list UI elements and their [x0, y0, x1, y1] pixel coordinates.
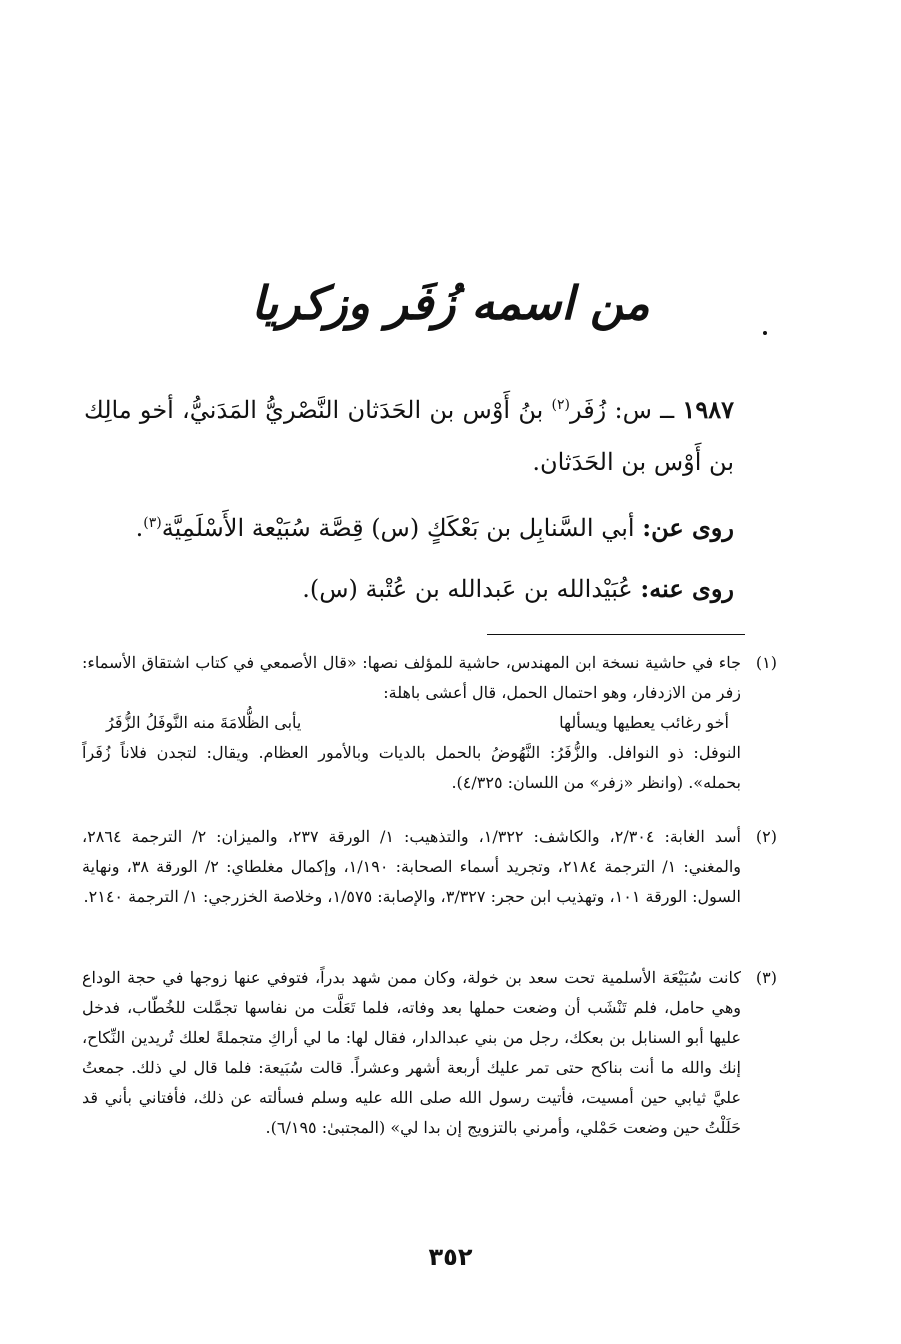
footnote-mark: (١) [755, 653, 777, 672]
verse-hemistich-second: يأبى الظُّلامَةَ منه النَّوفَلُ الزُّفَرُ [106, 713, 302, 732]
footnote-mark: (٢) [755, 827, 777, 846]
narrated-by-line [84, 563, 734, 619]
footnote-text: أسد الغابة: ٢/٣٠٤، والكاشف: ١/٣٢٢، والتذهيب: ١/ الورقة ٢٣٧، والميزان: ٢/ الترجمة ٢٨٦٤، والمغني: ١/ الترجمة ٢١٨٤، وتجريد أسماء الصحابة: ١/١٩٠، وإكمال مغلطاي: ٢/ الورقة ٣٨، ونهاية السول: الورقة ١٠١، وتهذيب ابن حجر: ٣/٣٢٧، والإصابة: ١/٥٧٥، وخلاصة الخزرجي: ١/ الترجمة ٢١٤٠. [82, 827, 741, 906]
footnote-2 [82, 822, 777, 962]
verse-hemistich-first: أخو رغائب يعطيها ويسألها [559, 713, 729, 732]
narrated-by-text: عُبَيْدالله بن عَبدالله بن عُتْبة (س). [302, 575, 633, 603]
footnote-separator [487, 634, 745, 635]
chapter-title: من اسمه زُفَر وزكريا [251, 276, 650, 330]
ink-dot [763, 331, 767, 335]
narrated-from-line [84, 502, 734, 558]
footnote-ref-2: (٢) [551, 397, 570, 413]
footnote-text: جاء في حاشية نسخة ابن المهندس، حاشية للمؤلف نصها: «قال الأصمعي في كتاب اشتقاق الأسماء: زفر من الازدفار، وهو احتمال الحمل، قال أعشى باهلة: [82, 653, 741, 702]
narrated-from-text: أبي السَّنابِل بن بَعْكَكٍ (س) قِصَّة سُبَيْعة الأَسْلَمِيَّة [161, 514, 635, 542]
footnote-3 [82, 963, 777, 1213]
biography-entry [84, 384, 734, 494]
page-number: ٣٥٢ [428, 1243, 473, 1271]
entry-dash: ــ [660, 396, 675, 424]
footnote-ref-3: (٣) [143, 515, 162, 531]
entry-lineage: بنُ أَوْس بن الحَدَثان النَّصْريُّ المَدَنيُّ، أخو مالِك بن أَوْس بن الحَدَثان. [84, 396, 734, 476]
narrated-from-end: . [135, 514, 144, 542]
narrated-from-label: روى عن: [642, 513, 734, 542]
footnote-mark: (٣) [755, 968, 777, 987]
entry-number: ١٩٨٧ [682, 395, 734, 424]
footnote-1 [82, 648, 777, 818]
footnote-text-continued: النوفل: ذو النوافل. والزُّفَرُ: النَّهُوضُ بالحمل بالديات وبالأمور العظام. ويقال: لتجدن فلاناً زُفَراً بحمله». (وانظر «زفر» من اللسان: ٤/٣٢٥). [82, 743, 741, 792]
footnote-text: كانت سُبَيْعَة الأسلمية تحت سعد بن خولة، وكان ممن شهد بدراً، فتوفي عنها زوجها في حجة الوداع وهي حامل، فلم تَنْشَب أن وضعت حملها بعد وفاته، فلما تَعَلَّت من نفاسها تجمَّلت للخُطّاب، فدخل عليها أبو السنابل بن بعكك، رجل من بني عبدالدار، فقال لها: ما لي أراكِ متجملةً لعلك تُريدين النِّكاح، إنك والله ما أنت بناكح حتى تمر عليك أربعة أشهر وعشراً. قالت سُبَيعة: فلما قال لي ذلك. جمعتُ عليَّ ثيابي حين أمسيت، فأتيت رسول الله صلى الله عليه وسلم فسألته عن ذلك، فأفتاني بأني قد حَلَلْتُ حين وضعت حَمْلي، وأمرني بالتزويج إن بدا لي» (المجتبىٰ: ٦/١٩٥). [82, 968, 741, 1137]
entry-name: س: زُفَر [569, 396, 652, 424]
poetry-verse [82, 708, 741, 738]
narrated-by-label: روى عنه: [640, 574, 734, 603]
